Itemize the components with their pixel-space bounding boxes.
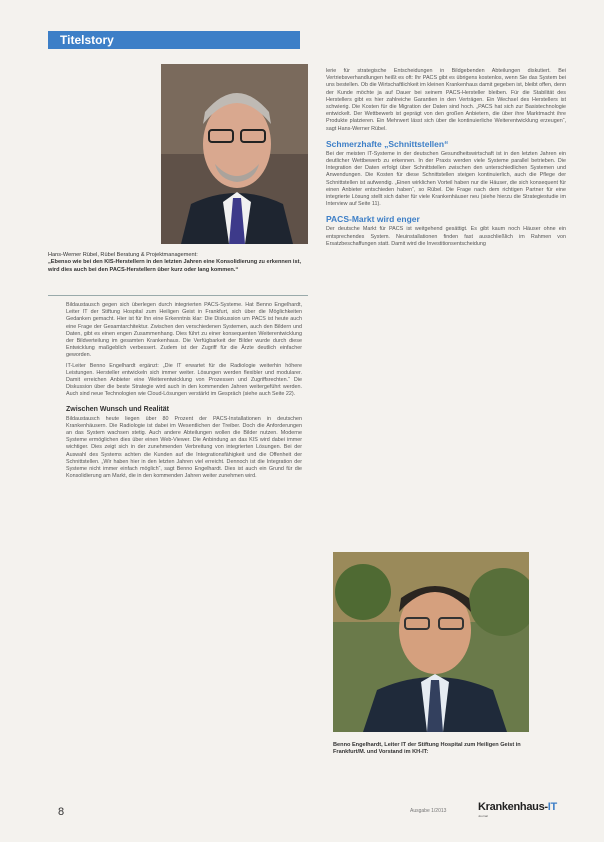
- paragraph: IT-Leiter Benno Engelhardt ergänzt: „Die IT erwartet für die Radiologie weiterhin höhere Leistungen. Hersteller entwickeln sich immer weiter. Lösungen werden flexibler und modularer. Damit erreichen Anbieter eine Weiterentwicklung von Prozessen und Zugriffsrechten.“ Die Diskussion über die beste Strategie wird auch in den kommenden Jahren weitergeführt werden. Auch sind neue Technologien wie Cloud-Lösungen verstärkt im Gespräch (siehe auch Seite 22).: [66, 362, 302, 398]
- left-column-body: [66, 302, 302, 483]
- caption-name: Hans-Werner Rübel, Rübel Beratung & Projektmanagement:: [48, 252, 198, 258]
- brand-it: IT: [547, 801, 557, 813]
- portrait-photo-engelhardt: [333, 552, 529, 732]
- subheading-schnittstellen: Schmerzhafte „Schnittstellen“: [326, 138, 449, 149]
- photo-caption-engelhardt: [333, 742, 529, 757]
- right-column-top: [326, 68, 566, 251]
- subheading-zwischen: Zwischen Wunsch und Realität: [66, 405, 169, 413]
- brand-sub: Journal: [478, 814, 488, 818]
- paragraph: lerie für strategische Entscheidungen in Bildgebenden Abteilungen diskutiert. Bei Vertriebsverhandlungen heißt es oft: Ihr PACS gibt es übrigens kostenlos, wenn Sie das System bei uns bestellen. Ob die Wirtschaftlichkeit im kleinen Krankenhaus damit gegeben ist, bleibt offen, denn der Kunde möchte ja auf Dauer bei seinem PACS-Hersteller bleiben. Für die Stabilität des Herstellers gibt es hier zahlreiche Garantien in den Verträgen. Ein Wechsel des Herstellers ist schwierig. Die Kosten für die Migration der Daten sind hoch. „PACS hat sich zur Basistechnologie entwickelt. Der Wettbewerb ist geprägt von den großen Anbietern, die über ihre Marktmacht ihre Produkte platzieren. Ein Mehrwert lässt sich über die kontinuierliche Weiterentwicklung erzeugen“, sagt Hans-Werner Rübel.: [326, 68, 566, 132]
- brand-logo: [478, 801, 557, 813]
- page-number: 8: [58, 806, 65, 818]
- paragraph: Bildaustausch gegen sich überlegen durch integrierten PACS-Systeme. Hat Benno Engelhardt, Leiter IT der Stiftung Hospital zum Heiligen Geist in Frankfurt, sich über die Möglichkeiten Gedanken gemacht. Hier ist für Ihn eine Erkenntnis klar: Die Diskussion um PACS ist heute auch eine Frage der Gesamtarchitektur. Zwischen den verschiedenen Systemen, auch den Bildern und Daten, gibt es einen engen Zusammenhang. Dies führt zu einer konsequenten Weiterentwicklung der Bildverteilung im gesamten Krankenhaus. Die Verfügbarkeit der Bilder wurde durch diese Entwicklung maßgeblich verbessert. Zudem ist der Zugriff für die Ärzte deutlich einfacher geworden.: [66, 302, 302, 359]
- divider-line: [48, 295, 308, 296]
- issue-label: Ausgabe 1/2013: [410, 808, 447, 814]
- paragraph: Bildaustausch heute liegen über 80 Prozent der PACS-Installationen in deutschen Krankenhäusern. Die Radiologie ist dabei im Wesentlichen der Treiber. Doch die Anforderungen an das System wachsen stetig. Auch andere Abteilungen wollen die Bilder nutzen. Moderne Systeme ermöglichen dies über einen Web-Viewer. Die Anbindung an das KIS wird dabei immer wichtiger. Dies zeigt sich in der zunehmenden Verbreitung von integrierten Lösungen. Bei der Auswahl des Systems achten die Kunden auf die Integrationsfähigkeit und die Offenheit der Schnittstellen. „Wir haben hier in den letzten Jahren viel erreicht. Dennoch ist die Integration der Systeme nicht immer einfach möglich“, sagt Benno Engelhardt. Dies ist auch ein Grund für die Konsolidierung am Markt, die in den kommenden Jahren weiter zunehmen wird.: [66, 415, 302, 480]
- section-title: Titelstory: [48, 31, 300, 49]
- caption-name: Benno Engelhardt, Leiter IT der Stiftung Hospital zum Heiligen Geist in Frankfurt/M. und Vorstand im KH-IT:: [333, 742, 521, 756]
- subheading-pacs-markt: PACS-Markt wird enger: [326, 214, 420, 225]
- paragraph: Bei der meisten IT-Systeme in der deutschen Gesundheitswirtschaft ist in den letzten Jahren ein deutlicher Wettbewerb zu erkennen. In der Praxis werden viele Systeme parallel betrieben. Die Integration der Daten erfolgt über Schnittstellen zwischen den unterschiedlichen Systemen und Anwendungen. Die Kosten für diese Schnittstellen steigen kontinuierlich, auch die Pflege der Schnittstellen ist aufwendig. „Einen wirklichen Vorteil haben nur die Häuser, die sich konsequent für einen Anbieter entschieden haben“, so Rübel. Die Frage nach dem richtigen Partner für eine integrierte Lösung stellt sich daher für viele Krankenhäuser neu (siehe hierzu die Strategiestudie im Interview auf Seite 11).: [326, 150, 566, 208]
- brand-main: Krankenhaus-: [478, 801, 548, 813]
- paragraph: Der deutsche Markt für PACS ist weitgehend gesättigt. Es gibt kaum noch Häuser ohne ein entsprechendes System. Neuinstallationen finden fast ausschließlich im Rahmen von Ersatzbeschaffungen statt. Damit wird die Investitionsentscheidung: [326, 226, 566, 247]
- portrait-photo-ruebel: [161, 64, 308, 244]
- caption-quote: „Ebenso wie bei den KIS-Herstellern in den letzten Jahren eine Konsolidierung zu erkennen ist, wird dies auch bei den PACS-Herstellern über kurz oder lang kommen.“: [48, 259, 302, 273]
- portrait-ruebel-image: [161, 64, 308, 244]
- portrait-engelhardt-image: [333, 552, 529, 732]
- photo-caption-ruebel: [48, 252, 306, 274]
